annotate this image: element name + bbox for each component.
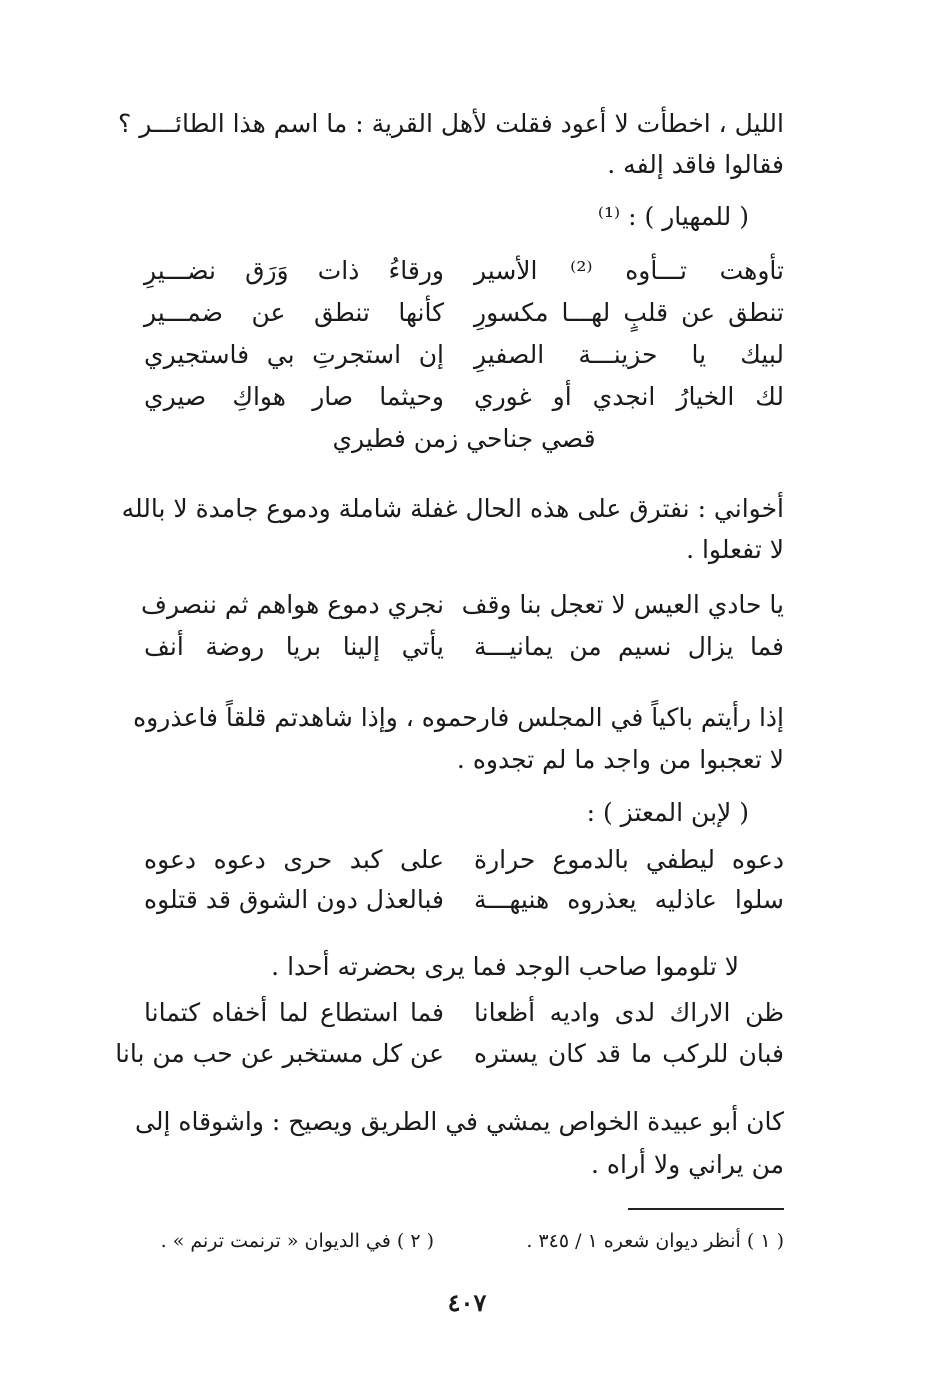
paragraph-line: أخواني : نفترق على هذه الحال غفلة شاملة ودموع جامدة لا بالله <box>121 494 784 523</box>
verse-first-half: لبيك يا حزينـــة الصفيرِ <box>474 340 784 369</box>
verse-second-half: نجري دموع هواهم ثم ننصرف <box>141 590 444 619</box>
verse-first-half: سلوا عاذليه يعذروه هنيهـــة <box>474 885 784 914</box>
verse-second-half: عن كل مستخبر عن حب من بانا <box>115 1039 444 1068</box>
verse-second-half: وحيثما صار هواكِ صيري <box>144 382 444 411</box>
poem-attribution: ( لإبن المعتز ) : <box>586 798 749 827</box>
poem-verse <box>144 377 784 417</box>
verse-first-half: تنطق عن قلبٍ لهـــا مكسورِ <box>474 298 784 327</box>
paragraph-line: لا تعجبوا من واجد ما لم تجدوه . <box>456 745 784 774</box>
verse-first-half: ظن الاراك لدى واديه أظعانا <box>474 998 784 1027</box>
verse-second-half: على كبد حرى دعوه دعوه <box>144 845 444 874</box>
paragraph-line: لا تفعلوا . <box>686 535 784 564</box>
poem-verse <box>144 293 784 333</box>
poem-verse <box>115 1034 784 1074</box>
verse-second-half: فما استطاع لما أخفاه كتمانا <box>144 998 444 1027</box>
footnote-1: ( ١ ) أنظر ديوان شعره ١ / ٣٤٥ . <box>526 1230 784 1252</box>
page-number: ٤٠٧ <box>447 1288 487 1317</box>
verse-first-half: لك الخيارُ انجدي أو غوري <box>474 382 784 411</box>
paragraph-line: لا تلوموا صاحب الوجد فما يرى بحضرته أحدا . <box>271 952 739 981</box>
verse-first-half: يا حادي العيس لا تعجل بنا وقف <box>461 590 784 619</box>
paragraph-line: الليل ، اخطأت لا أعود فقلت لأهل القرية : ما اسم هذا الطائـــر ؟ <box>118 109 784 138</box>
verse-first-half: دعوه ليطفي بالدموع حرارة <box>474 845 784 874</box>
poem-verse <box>144 840 784 880</box>
poem-verse <box>144 627 784 667</box>
paragraph-line: إذا رأيتم باكياً في المجلس فارحموه ، وإذا شاهدتم قلقاً فاعذروه <box>133 703 784 732</box>
poem-verse-center: قصي جناحي زمن فطيري <box>332 424 596 453</box>
paragraph-line: من يراني ولا أراه . <box>590 1150 784 1179</box>
verse-second-half: فبالعذل دون الشوق قد قتلوه <box>144 885 444 914</box>
poem-verse <box>141 585 784 625</box>
verse-second-half: كأنها تنطق عن ضمـــير <box>144 298 444 327</box>
verse-second-half: يأتي إلينا بريا روضة أنف <box>144 632 444 661</box>
verse-first-half: تأوهت تـــأوه ⁽²⁾ الأسير <box>474 256 784 285</box>
poem-verse <box>144 993 784 1033</box>
paragraph-line: فقالوا فاقد إلفه . <box>607 150 784 179</box>
verse-second-half: إن استجرتِ بي فاستجيري <box>144 340 444 369</box>
verse-first-half: فبان للركب ما قد كان يستره <box>474 1039 784 1068</box>
poem-verse <box>144 335 784 375</box>
footnote-divider <box>628 1208 784 1210</box>
poem-verse <box>144 880 784 920</box>
poem-verse <box>144 251 784 291</box>
poem-attribution: ( للمهيار ) : ⁽¹⁾ <box>597 202 749 231</box>
verse-first-half: فما يزال نسيم من يمانيـــة <box>474 632 784 661</box>
footnote-2: ( ٢ ) في الديوان « ترنمت ترنم » . <box>160 1230 434 1252</box>
verse-second-half: ورقاءُ ذات وَرَق نضـــيرِ <box>144 256 444 285</box>
paragraph-line: كان أبو عبيدة الخواص يمشي في الطريق ويصيح : واشوقاه إلى <box>135 1107 784 1136</box>
